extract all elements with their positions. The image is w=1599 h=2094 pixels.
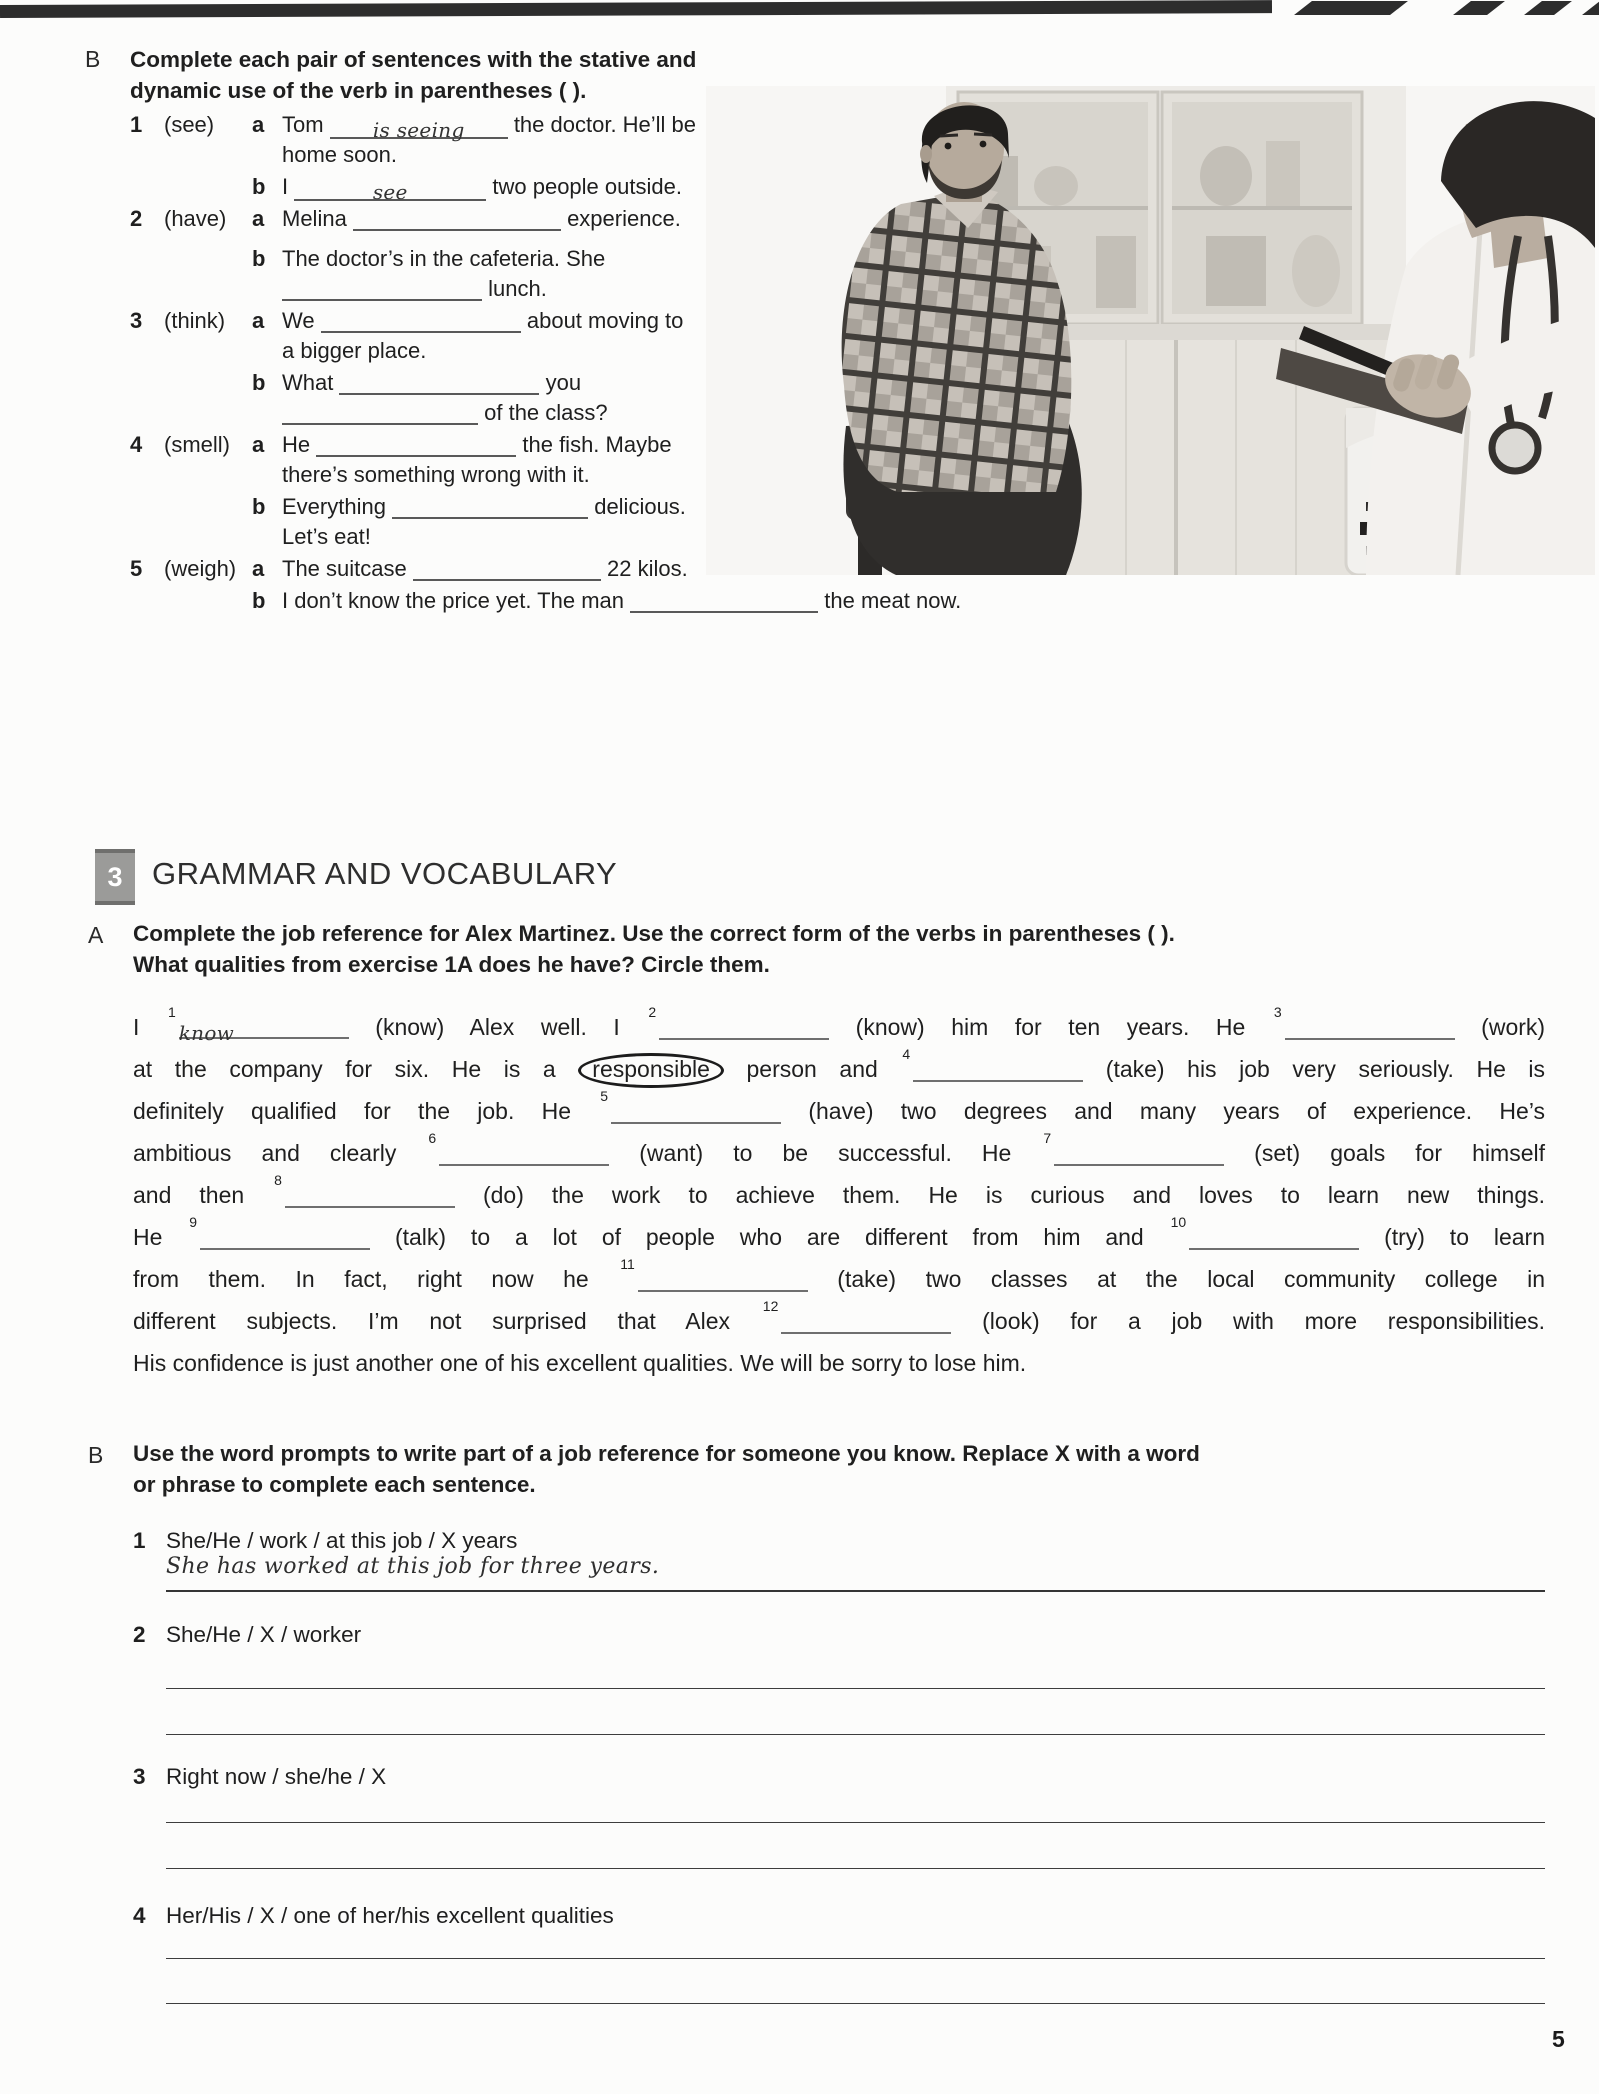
exercise-2b-items — [130, 110, 962, 618]
instruction-line: dynamic use of the verb in parentheses ( ). — [130, 78, 587, 103]
handwritten-answer: see — [372, 180, 408, 204]
writing-line — [166, 1822, 1545, 1823]
verb-hint: (see) — [164, 112, 215, 137]
paragraph-text: person and — [746, 1056, 878, 1082]
sub-letter: a — [252, 206, 265, 231]
answer-blank — [1189, 1222, 1359, 1250]
blank-number: 11 — [620, 1256, 635, 1273]
sentence-line — [282, 206, 681, 231]
prompt-text: She/He / X / worker — [166, 1622, 362, 1647]
page-number: 5 — [1552, 2026, 1565, 2052]
sentence-text: you — [545, 370, 582, 395]
sentence — [282, 554, 890, 584]
item-number: 4 — [130, 432, 143, 457]
sentence-line — [282, 432, 672, 457]
verb-hint: (weigh) — [164, 556, 237, 581]
verb-hint: (think) — [164, 308, 226, 333]
sentence-text: the meat now. — [824, 588, 962, 613]
handwritten-answer: She has worked at this job for three years. — [166, 1554, 660, 1579]
answer-blank — [413, 557, 601, 581]
section-number-badge: 3 — [95, 849, 135, 905]
prompt-text: Right now / she/he / X — [166, 1764, 387, 1789]
sentence-text: of the class? — [484, 400, 608, 425]
top-bar-stripe — [1453, 1, 1505, 15]
answer-blank — [392, 495, 588, 519]
paragraph-text: (want) to be successful. He — [639, 1140, 1012, 1166]
exercise-2b-label: B — [85, 46, 101, 72]
verb-hint — [164, 244, 252, 304]
sub-letter: b — [252, 174, 266, 199]
answer-blank — [294, 177, 486, 204]
sentence-text: there’s something wrong with it. — [282, 462, 590, 487]
pair-row-2a — [130, 204, 890, 234]
sentence — [282, 586, 961, 616]
paragraph-text: and then — [133, 1182, 245, 1208]
item-number — [130, 368, 164, 428]
blank-number: 8 — [274, 1172, 282, 1189]
sentence-text: home soon. — [282, 142, 397, 167]
instruction-line: What qualities from exercise 1A does he have? Circle them. — [133, 952, 770, 977]
sub-letter: b — [252, 246, 266, 271]
paragraph-line — [133, 1174, 1545, 1216]
answer-blank — [659, 1012, 829, 1040]
sentence-text: I — [282, 174, 289, 199]
job-reference-paragraph — [133, 1006, 1545, 1384]
sentence-text: Tom — [282, 112, 324, 137]
item-number: 2 — [130, 206, 143, 231]
sentence — [282, 492, 890, 552]
answer-blank — [781, 1306, 951, 1334]
blank-number: 6 — [428, 1130, 437, 1147]
paragraph-line — [133, 1258, 1545, 1300]
sentence — [282, 204, 890, 234]
circled-word: responsible — [578, 1053, 724, 1088]
pair-row-3a — [130, 306, 890, 366]
paragraph-text: (look) for a job with more responsibilities. — [982, 1308, 1546, 1334]
answer-blank — [913, 1054, 1083, 1082]
top-bar-stripe — [1524, 1, 1572, 15]
paragraph-line — [133, 1048, 1545, 1090]
pair-row-1b — [130, 172, 890, 202]
verb-hint — [164, 172, 252, 202]
item-number: 1 — [133, 1528, 146, 1553]
handwritten-answer: is seeing — [372, 118, 465, 142]
sentence-text: Melina — [282, 206, 347, 231]
answer-blank — [630, 589, 818, 613]
paragraph-text: definitely qualified for the job. He — [133, 1098, 572, 1124]
sub-letter: b — [252, 588, 266, 613]
answer-blank — [339, 371, 539, 395]
sentence — [282, 172, 890, 202]
writing-line — [166, 1554, 1545, 1592]
blank-number: 1 — [167, 1004, 176, 1021]
prompt-text: Her/His / X / one of her/his excellent qualities — [166, 1903, 614, 1928]
exercise-3b-instruction — [133, 1438, 1233, 1500]
item-number: 3 — [130, 308, 143, 333]
sub-letter: a — [252, 308, 265, 333]
paragraph-text: (take) two classes at the local community college in — [837, 1266, 1546, 1292]
sentence-text: the fish. Maybe — [522, 432, 672, 457]
sentence-line: The doctor’s in the cafeteria. She — [282, 246, 606, 271]
writing-line — [166, 1688, 1545, 1689]
paragraph-line — [133, 1342, 1545, 1384]
writing-line — [166, 1734, 1545, 1735]
prompt-row — [133, 1903, 614, 1929]
blank-number: 3 — [1273, 1004, 1282, 1021]
item-number: 1 — [130, 112, 143, 137]
top-bar — [0, 0, 1272, 18]
sentence-text: two people outside. — [492, 174, 682, 199]
sentence-text: We — [282, 308, 315, 333]
paragraph-text: at the company for six. He is a — [133, 1056, 556, 1082]
item-number: 4 — [133, 1903, 146, 1928]
answer-blank — [353, 207, 561, 231]
instruction-line: Complete each pair of sentences with the stative and — [130, 47, 697, 72]
verb-hint: (have) — [164, 206, 227, 231]
sub-letter: a — [252, 432, 265, 457]
paragraph-text: (do) the work to achieve them. He is curious and loves to learn new things. — [482, 1182, 1546, 1208]
sub-letter: b — [252, 494, 266, 519]
prompt-text: She/He / work / at this job / X years — [166, 1528, 518, 1553]
answer-blank — [1285, 1012, 1455, 1040]
item-number: 3 — [133, 1764, 146, 1789]
paragraph-text: (have) two degrees and many years of experience. He’s — [808, 1098, 1546, 1124]
blank-number: 7 — [1043, 1130, 1052, 1147]
paragraph-text: (work) — [1481, 1014, 1546, 1040]
exercise-3a-instruction — [133, 918, 1233, 980]
answer-blank — [638, 1264, 808, 1292]
sentence-text: Let’s eat! — [282, 524, 371, 549]
exercise-3b-items — [133, 1528, 1545, 2028]
paragraph-text: (take) his job very seriously. He is — [1105, 1056, 1546, 1082]
paragraph-line — [133, 1132, 1545, 1174]
sentence-text: a bigger place. — [282, 338, 427, 363]
answer-blank — [282, 277, 482, 301]
sentence-line — [282, 174, 682, 204]
blank-number: 4 — [902, 1046, 911, 1063]
answer-blank — [282, 401, 478, 425]
section-title: GRAMMAR AND VOCABULARY — [152, 856, 618, 891]
paragraph-line — [133, 1090, 1545, 1132]
item-number: 2 — [133, 1622, 146, 1647]
item-number — [130, 492, 164, 552]
sentence-text: What — [282, 370, 334, 395]
sentence-text: The suitcase — [282, 556, 407, 581]
pair-row-1a — [130, 110, 890, 170]
verb-hint — [164, 492, 252, 552]
sentence-text: I don’t know the price yet. The man — [282, 588, 624, 613]
pair-row-2b — [130, 244, 890, 304]
paragraph-text: He — [133, 1224, 163, 1250]
writing-line — [166, 2003, 1545, 2004]
writing-line — [166, 1958, 1545, 1959]
paragraph-text: from them. In fact, right now he — [133, 1266, 589, 1292]
answer-blank — [178, 1011, 349, 1045]
paragraph-text: (know) him for ten years. He — [855, 1014, 1246, 1040]
exercise-3a-label: A — [88, 922, 104, 948]
answer-blank — [285, 1180, 455, 1208]
item-number — [130, 244, 164, 304]
answer-blank — [200, 1222, 370, 1250]
verb-hint: (smell) — [164, 432, 230, 457]
sentence-line — [282, 494, 686, 519]
blank-number: 10 — [1170, 1214, 1187, 1231]
paragraph-text: different subjects. I’m not surprised that Alex — [133, 1308, 731, 1334]
sentence-text: the doctor. He’ll be — [513, 112, 697, 137]
sentence-line — [282, 112, 697, 142]
pair-row-5b — [130, 586, 962, 616]
sentence-text: Everything — [282, 494, 386, 519]
verb-hint — [164, 368, 252, 428]
prompt-row — [133, 1622, 361, 1648]
paragraph-line — [133, 1300, 1545, 1342]
sentence-text: experience. — [567, 206, 681, 231]
sentence — [282, 368, 890, 428]
top-bar-stripe — [1294, 1, 1408, 15]
sentence-line — [282, 556, 688, 581]
prompt-row — [133, 1528, 517, 1554]
top-bar-stripe — [1582, 1, 1599, 15]
sentence-line — [282, 588, 961, 613]
sentence — [282, 244, 890, 304]
sentence — [282, 110, 890, 170]
paragraph-text: His confidence is just another one of his excellent qualities. We will be sorry to lose him. — [133, 1350, 1027, 1376]
sentence — [282, 306, 890, 366]
sentence-text: lunch. — [488, 276, 547, 301]
answer-blank — [439, 1138, 609, 1166]
sentence-text: 22 kilos. — [606, 556, 688, 581]
instruction-line: or phrase to complete each sentence. — [133, 1472, 536, 1497]
sentence-text: delicious. — [594, 494, 686, 519]
paragraph-text: I — [133, 1014, 140, 1040]
answer-blank — [330, 115, 508, 142]
writing-line — [166, 1868, 1545, 1869]
pair-row-4b — [130, 492, 890, 552]
sentence-line — [282, 398, 890, 428]
sub-letter: a — [252, 112, 265, 137]
blank-number: 12 — [762, 1298, 779, 1315]
exercise-3b-label: B — [88, 1442, 104, 1468]
instruction-line: Complete the job reference for Alex Martinez. Use the correct form of the verbs in parentheses ( ). — [133, 921, 1175, 946]
answer-blank — [316, 433, 516, 457]
blank-number: 5 — [600, 1088, 609, 1105]
paragraph-text: (know) Alex well. I — [375, 1014, 620, 1040]
blank-number: 2 — [648, 1004, 657, 1021]
sentence-text: He — [282, 432, 311, 457]
paragraph-text: (try) to learn — [1384, 1224, 1545, 1250]
item-number — [130, 172, 164, 202]
sub-letter: a — [252, 556, 265, 581]
paragraph-text: ambitious and clearly — [133, 1140, 397, 1166]
sentence-line — [282, 370, 581, 395]
paragraph-line — [133, 1216, 1545, 1258]
sentence-line — [282, 308, 683, 333]
pair-row-3b — [130, 368, 890, 428]
paragraph-text: (set) goals for himself — [1254, 1140, 1545, 1166]
prompt-row — [133, 1764, 386, 1790]
answer-blank — [611, 1096, 781, 1124]
paragraph-line — [133, 1006, 1545, 1048]
instruction-line: Use the word prompts to write part of a job reference for someone you know. Replace X with a word — [133, 1441, 1200, 1466]
item-number: 5 — [130, 556, 143, 581]
blank-number: 9 — [189, 1214, 198, 1231]
paragraph-text: (talk) to a lot of people who are different from him and — [394, 1224, 1144, 1250]
answer-blank — [1054, 1138, 1224, 1166]
handwritten-answer: know — [178, 1021, 235, 1045]
sentence — [282, 430, 890, 490]
pair-row-5a — [130, 554, 890, 584]
pair-row-4a — [130, 430, 890, 490]
sentence-line — [282, 274, 890, 304]
exercise-2b-instruction — [130, 44, 770, 106]
verb-hint — [164, 586, 252, 616]
sentence-text: about moving to — [526, 308, 684, 333]
item-number — [130, 586, 164, 616]
answer-blank — [321, 309, 521, 333]
sub-letter: b — [252, 370, 266, 395]
